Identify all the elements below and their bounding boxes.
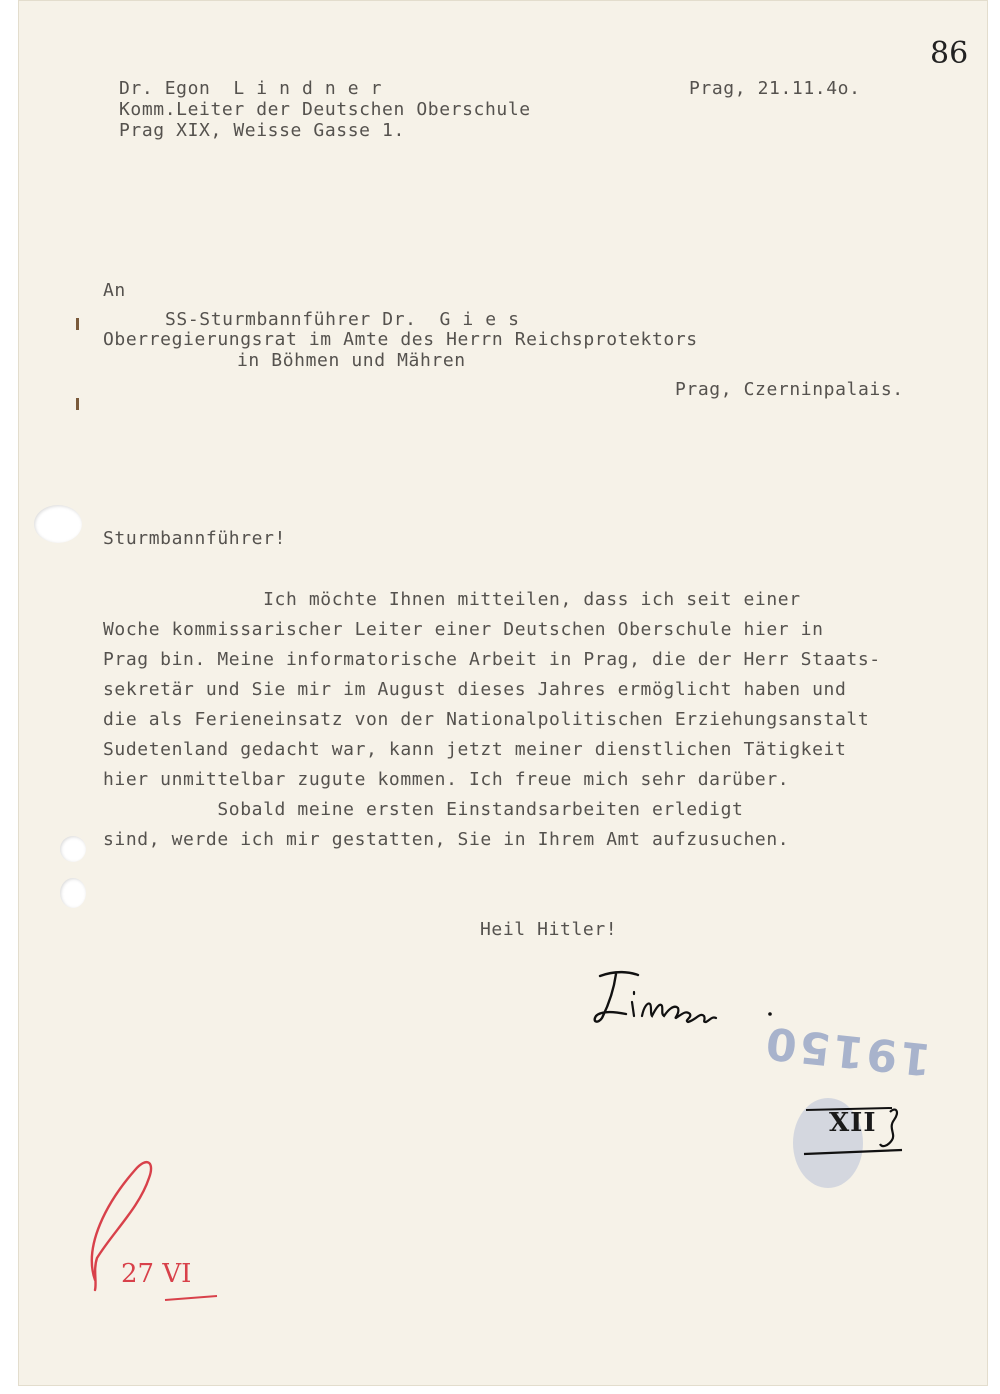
body-line: Woche kommissarischer Leiter einer Deutschen Oberschule hier in: [103, 619, 824, 640]
recipient-region: in Böhmen und Mähren: [237, 350, 466, 371]
page-number: 86: [930, 36, 969, 71]
binding-mark: [76, 398, 79, 410]
letter-page: [18, 0, 988, 1386]
body-line: Sobald meine ersten Einstandsarbeiten erledigt: [103, 799, 744, 820]
marginal-note-strokes: [802, 1104, 912, 1164]
punch-hole: [60, 878, 86, 908]
sender-title: Komm.Leiter der Deutschen Oberschule: [119, 99, 531, 120]
body-line: sind, werde ich mir gestatten, Sie in Ihrem Amt aufzusuchen.: [103, 829, 790, 850]
body-line: die als Ferieneinsatz von der Nationalpolitischen Erziehungsanstalt: [103, 709, 870, 730]
recipient-prefix: An: [103, 280, 126, 301]
signature-image: [586, 962, 786, 1032]
punch-hole: [60, 836, 86, 862]
punch-hole: [34, 505, 82, 543]
salutation: Sturmbannführer!: [103, 528, 286, 549]
recipient-city: Prag, Czerninpalais.: [675, 379, 904, 400]
recipient-name: SS-Sturmbannführer Dr. G i e s: [165, 309, 520, 330]
stamp-number: 19150: [760, 1016, 934, 1085]
body-line: Prag bin. Meine informatorische Arbeit in Prag, die der Herr Staats-: [103, 649, 881, 670]
letter-date: Prag, 21.11.4o.: [689, 78, 861, 99]
body-line: Ich möchte Ihnen mitteilen, dass ich seit einer: [103, 589, 801, 610]
body-line: Sudetenland gedacht war, kann jetzt meiner dienstlichen Tätigkeit: [103, 739, 847, 760]
closing: Heil Hitler!: [480, 919, 618, 940]
red-annotation-text: 27 VI: [121, 1259, 192, 1289]
body-line: sekretär und Sie mir im August dieses Jahres ermöglicht haben und: [103, 679, 847, 700]
marginal-note: XII: [829, 1108, 877, 1138]
recipient-title: Oberregierungsrat im Amte des Herrn Reichsprotektors: [103, 329, 698, 350]
red-annotation: [73, 1150, 253, 1310]
body-line: hier unmittelbar zugute kommen. Ich freue mich sehr darüber.: [103, 769, 790, 790]
sender-address: Prag XIX, Weisse Gasse 1.: [119, 120, 405, 141]
sender-name: Dr. Egon L i n d n e r: [119, 78, 383, 99]
binding-mark: [76, 318, 79, 330]
